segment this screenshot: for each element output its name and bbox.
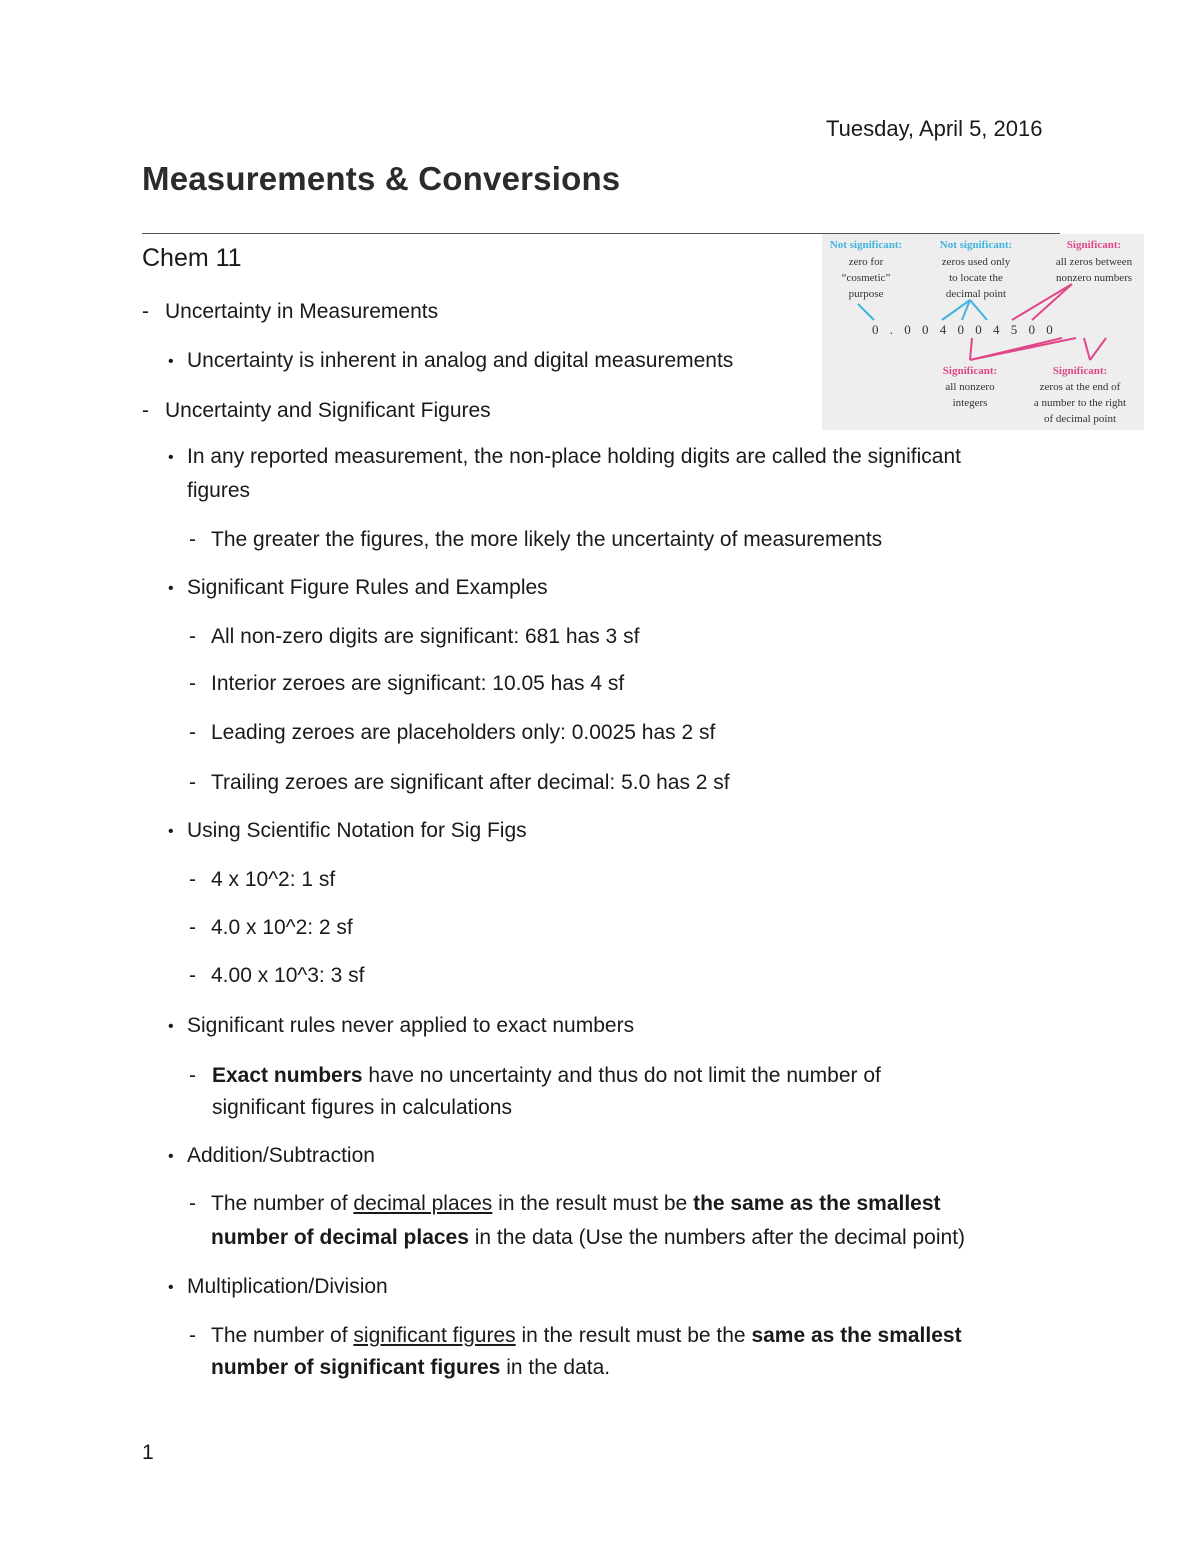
list-item bbox=[212, 1059, 881, 1092]
dash-marker: - bbox=[142, 399, 149, 422]
list-item: 4.00 x 10^3: 3 sf bbox=[211, 964, 365, 987]
list-item: Addition/Subtraction bbox=[187, 1144, 375, 1167]
figure-label: zeros used only bbox=[941, 256, 1011, 268]
bullet-marker: • bbox=[168, 1018, 174, 1035]
bold-text: number of significant figures bbox=[211, 1356, 501, 1379]
course-heading: Chem 11 bbox=[142, 244, 242, 272]
dash-marker: - bbox=[189, 625, 196, 648]
figure-label: zeros at the end of bbox=[1039, 381, 1121, 393]
figure-label: all nonzero bbox=[945, 381, 995, 393]
list-item-continuation bbox=[211, 1221, 965, 1254]
bullet-marker: • bbox=[168, 580, 174, 597]
example-number: 0 . 0 0 4 0 0 4 5 0 0 bbox=[872, 322, 1057, 337]
list-item: Significant rules never applied to exact numbers bbox=[187, 1014, 635, 1037]
figure-label: integers bbox=[952, 397, 988, 409]
dash-marker: - bbox=[189, 528, 196, 551]
figure-label: nonzero numbers bbox=[1055, 272, 1133, 284]
dash-marker: - bbox=[189, 721, 196, 744]
bullet-marker: • bbox=[168, 1148, 174, 1165]
bold-text: number of decimal places bbox=[211, 1226, 469, 1249]
section-uncertainty: Uncertainty in Measurements bbox=[165, 300, 439, 323]
figure-label-significant: Significant: bbox=[1066, 239, 1122, 251]
dash-marker: - bbox=[189, 1324, 196, 1347]
list-item-continuation: significant figures in calculations bbox=[212, 1096, 512, 1119]
list-item: In any reported measurement, the non-place holding digits are called the significant bbox=[187, 445, 961, 468]
text-run: in the result must be bbox=[492, 1192, 694, 1215]
figure-label-significant: Significant: bbox=[942, 365, 998, 377]
dash-marker: - bbox=[189, 916, 196, 939]
dash-marker: - bbox=[189, 771, 196, 794]
text-run: The number of bbox=[211, 1324, 354, 1347]
figure-label: to locate the bbox=[949, 272, 1003, 284]
page-number: 1 bbox=[142, 1441, 154, 1464]
list-item: 4 x 10^2: 1 sf bbox=[211, 868, 336, 891]
bold-text: the same as the smallest bbox=[693, 1192, 941, 1215]
list-item: Trailing zeroes are significant after decimal: 5.0 has 2 sf bbox=[211, 771, 730, 794]
figure-label-not-significant: Not significant: bbox=[939, 239, 1013, 251]
sig-fig-diagram bbox=[822, 234, 1144, 430]
dash-marker: - bbox=[189, 1192, 196, 1215]
bullet-marker: • bbox=[168, 1279, 174, 1296]
dash-marker: - bbox=[189, 868, 196, 891]
dash-marker: - bbox=[142, 300, 149, 323]
bullet-marker: • bbox=[168, 449, 174, 466]
list-item: Interior zeroes are significant: 10.05 has 4 sf bbox=[211, 672, 625, 695]
bullet-marker: • bbox=[168, 823, 174, 840]
dash-marker: - bbox=[189, 1064, 196, 1087]
figure-label: all zeros between bbox=[1055, 256, 1133, 268]
list-item: Using Scientific Notation for Sig Figs bbox=[187, 819, 527, 842]
text-run: The number of bbox=[211, 1192, 354, 1215]
text-run: in the result must be the bbox=[515, 1324, 752, 1347]
figure-label-significant: Significant: bbox=[1052, 365, 1108, 377]
list-item bbox=[211, 1319, 962, 1352]
bold-text: Exact numbers bbox=[212, 1064, 363, 1087]
text-run: in the data (Use the numbers after the decimal point) bbox=[468, 1226, 966, 1249]
list-item-continuation: figures bbox=[187, 479, 251, 502]
underlined-text: decimal places bbox=[353, 1192, 493, 1215]
list-item bbox=[211, 1187, 941, 1220]
section-sig-figs: Uncertainty and Significant Figures bbox=[165, 399, 491, 422]
list-item: All non-zero digits are significant: 681 has 3 sf bbox=[211, 625, 640, 648]
figure-label: decimal point bbox=[945, 288, 1007, 300]
figure-label: a number to the right bbox=[1033, 397, 1127, 409]
list-item: Significant Figure Rules and Examples bbox=[187, 576, 548, 599]
text-run: in the data. bbox=[500, 1356, 611, 1379]
list-item-continuation bbox=[211, 1351, 610, 1384]
list-item: 4.0 x 10^2: 2 sf bbox=[211, 916, 353, 939]
date: Tuesday, April 5, 2016 bbox=[826, 116, 1043, 141]
text-run: have no uncertainty and thus do not limit the number of bbox=[362, 1064, 881, 1087]
page-title: Measurements & Conversions bbox=[142, 160, 621, 197]
list-item: Multiplication/Division bbox=[187, 1275, 388, 1298]
figure-label: “cosmetic” bbox=[841, 272, 891, 284]
figure-label: purpose bbox=[848, 288, 884, 300]
dash-marker: - bbox=[189, 672, 196, 695]
bullet-marker: • bbox=[168, 353, 174, 370]
list-item: Leading zeroes are placeholders only: 0.0025 has 2 sf bbox=[211, 721, 716, 744]
list-item: Uncertainty is inherent in analog and digital measurements bbox=[187, 349, 734, 372]
figure-label: of decimal point bbox=[1043, 413, 1117, 425]
bold-text: same as the smallest bbox=[751, 1324, 962, 1347]
underlined-text: significant figures bbox=[353, 1324, 516, 1347]
list-item: The greater the figures, the more likely the uncertainty of measurements bbox=[211, 528, 883, 551]
dash-marker: - bbox=[189, 964, 196, 987]
figure-label: zero for bbox=[848, 256, 884, 268]
figure-label-not-significant: Not significant: bbox=[829, 239, 903, 251]
